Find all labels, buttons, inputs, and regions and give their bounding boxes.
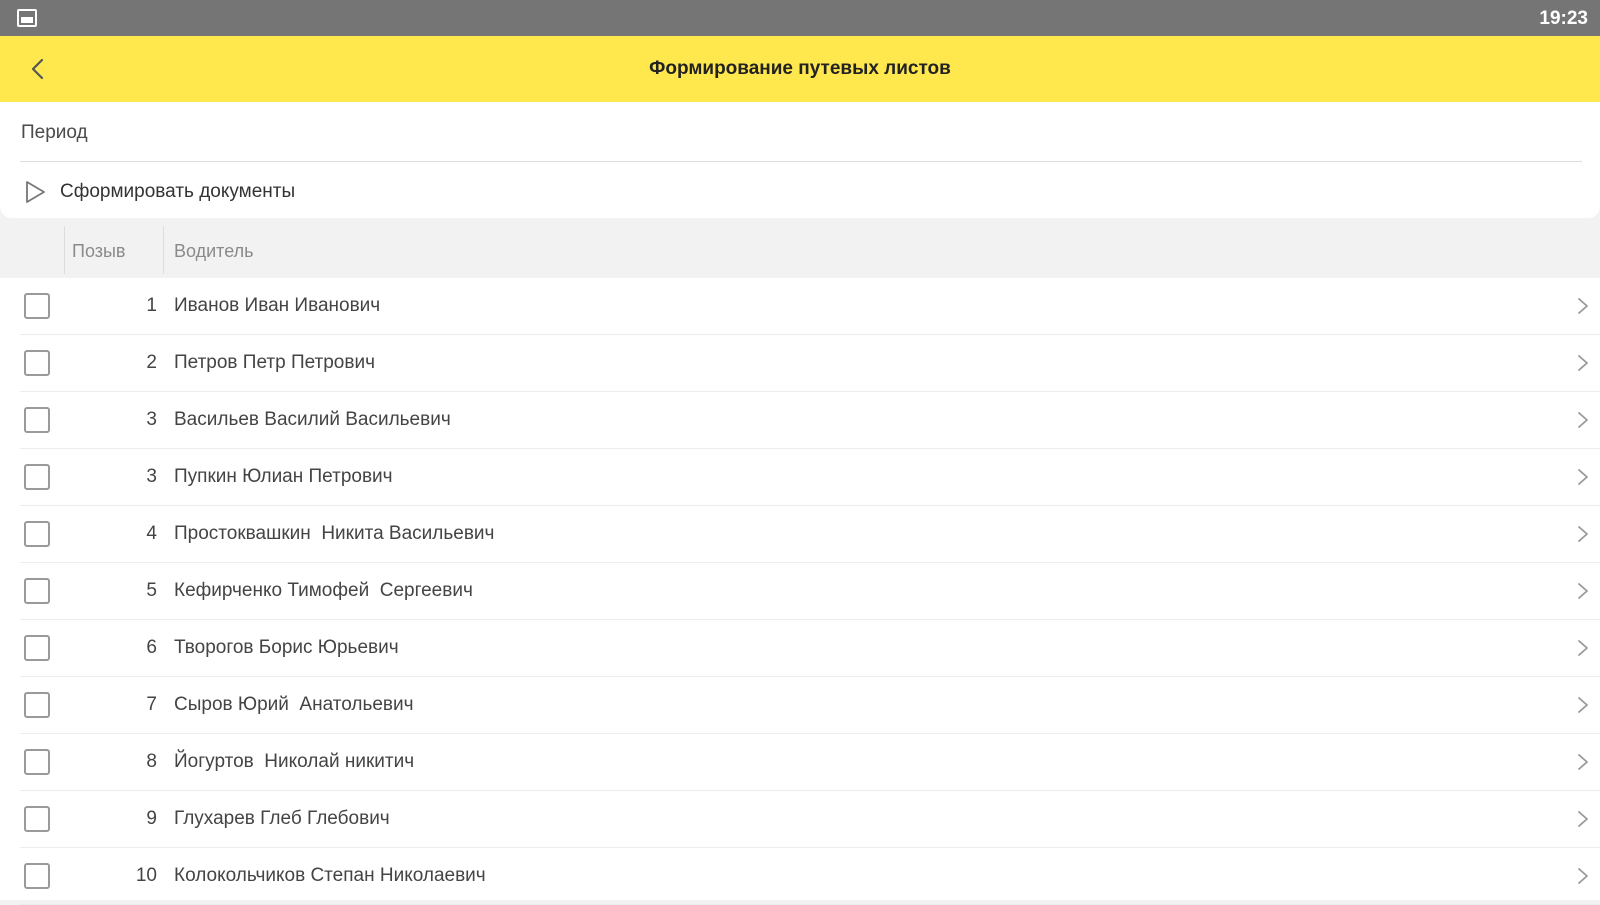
row-checkbox[interactable]: [24, 863, 50, 889]
play-outline-icon: [22, 179, 48, 205]
form-panel: [0, 102, 1600, 218]
row-driver: Творогов Борис Юрьевич: [174, 637, 399, 658]
column-header-callsign[interactable]: Позыв: [72, 241, 126, 261]
drivers-list: [0, 278, 1600, 900]
row-checkbox[interactable]: [24, 635, 50, 661]
table-row[interactable]: [0, 392, 1600, 449]
chevron-right-icon[interactable]: [1572, 636, 1594, 660]
chevron-right-icon[interactable]: [1572, 579, 1594, 603]
row-driver: Петров Петр Петрович: [174, 352, 375, 373]
row-driver: Иванов Иван Иванович: [174, 295, 381, 316]
table-row[interactable]: [0, 677, 1600, 734]
row-callsign: 1: [146, 295, 157, 316]
table-row[interactable]: [0, 791, 1600, 848]
table-row[interactable]: [0, 563, 1600, 620]
row-driver: Простоквашкин Никита Васильевич: [174, 523, 495, 544]
row-driver: Пупкин Юлиан Петрович: [174, 466, 393, 487]
chevron-right-icon[interactable]: [1572, 693, 1594, 717]
status-clock: 19:23: [1539, 8, 1588, 29]
status-bar: [0, 0, 1600, 36]
table-row[interactable]: [0, 734, 1600, 791]
row-checkbox[interactable]: [24, 521, 50, 547]
row-checkbox[interactable]: [24, 806, 50, 832]
row-checkbox[interactable]: [24, 407, 50, 433]
row-callsign: 3: [146, 466, 157, 487]
app-bar: [0, 36, 1600, 102]
table-row[interactable]: [0, 335, 1600, 392]
row-driver: Кефирченко Тимофей Сергеевич: [174, 580, 473, 601]
chevron-right-icon[interactable]: [1572, 522, 1594, 546]
row-checkbox[interactable]: [24, 293, 50, 319]
chevron-right-icon[interactable]: [1572, 465, 1594, 489]
column-separator: [163, 226, 164, 274]
row-callsign: 2: [146, 352, 157, 373]
row-callsign: 5: [146, 580, 157, 601]
column-header-driver[interactable]: Водитель: [174, 241, 254, 261]
row-driver: Колокольчиков Степан Николаевич: [174, 865, 486, 886]
page-title: Формирование путевых листов: [649, 58, 951, 79]
chevron-right-icon[interactable]: [1572, 351, 1594, 375]
row-checkbox[interactable]: [24, 692, 50, 718]
table-row[interactable]: [0, 620, 1600, 677]
chevron-right-icon[interactable]: [1572, 750, 1594, 774]
row-callsign: 10: [135, 865, 157, 886]
row-callsign: 7: [146, 694, 157, 715]
column-separator: [64, 226, 65, 274]
row-driver: Глухарев Глеб Глебович: [174, 808, 390, 829]
row-checkbox[interactable]: [24, 464, 50, 490]
table-row[interactable]: [0, 506, 1600, 563]
row-checkbox[interactable]: [24, 578, 50, 604]
generate-documents-button[interactable]: [22, 174, 295, 210]
table-row[interactable]: [0, 449, 1600, 506]
table-header: [0, 222, 1600, 278]
table-row[interactable]: [0, 848, 1600, 905]
row-callsign: 3: [146, 409, 157, 430]
row-checkbox[interactable]: [24, 749, 50, 775]
chevron-right-icon[interactable]: [1572, 807, 1594, 831]
row-driver: Йогуртов Николай никитич: [174, 751, 415, 772]
generate-documents-label: Сформировать документы: [60, 181, 296, 202]
divider: [20, 161, 1582, 162]
row-callsign: 4: [146, 523, 157, 544]
row-checkbox[interactable]: [24, 350, 50, 376]
row-callsign: 8: [146, 751, 157, 772]
row-driver: Васильев Василий Васильевич: [174, 409, 451, 430]
row-callsign: 6: [146, 637, 157, 658]
row-driver: Сыров Юрий Анатольевич: [174, 694, 414, 715]
row-callsign: 9: [146, 808, 157, 829]
chevron-right-icon[interactable]: [1572, 294, 1594, 318]
image-notification-icon: [17, 9, 37, 27]
period-field[interactable]: Период: [21, 122, 88, 143]
table-row[interactable]: [0, 278, 1600, 335]
chevron-right-icon[interactable]: [1572, 864, 1594, 888]
chevron-right-icon[interactable]: [1572, 408, 1594, 432]
